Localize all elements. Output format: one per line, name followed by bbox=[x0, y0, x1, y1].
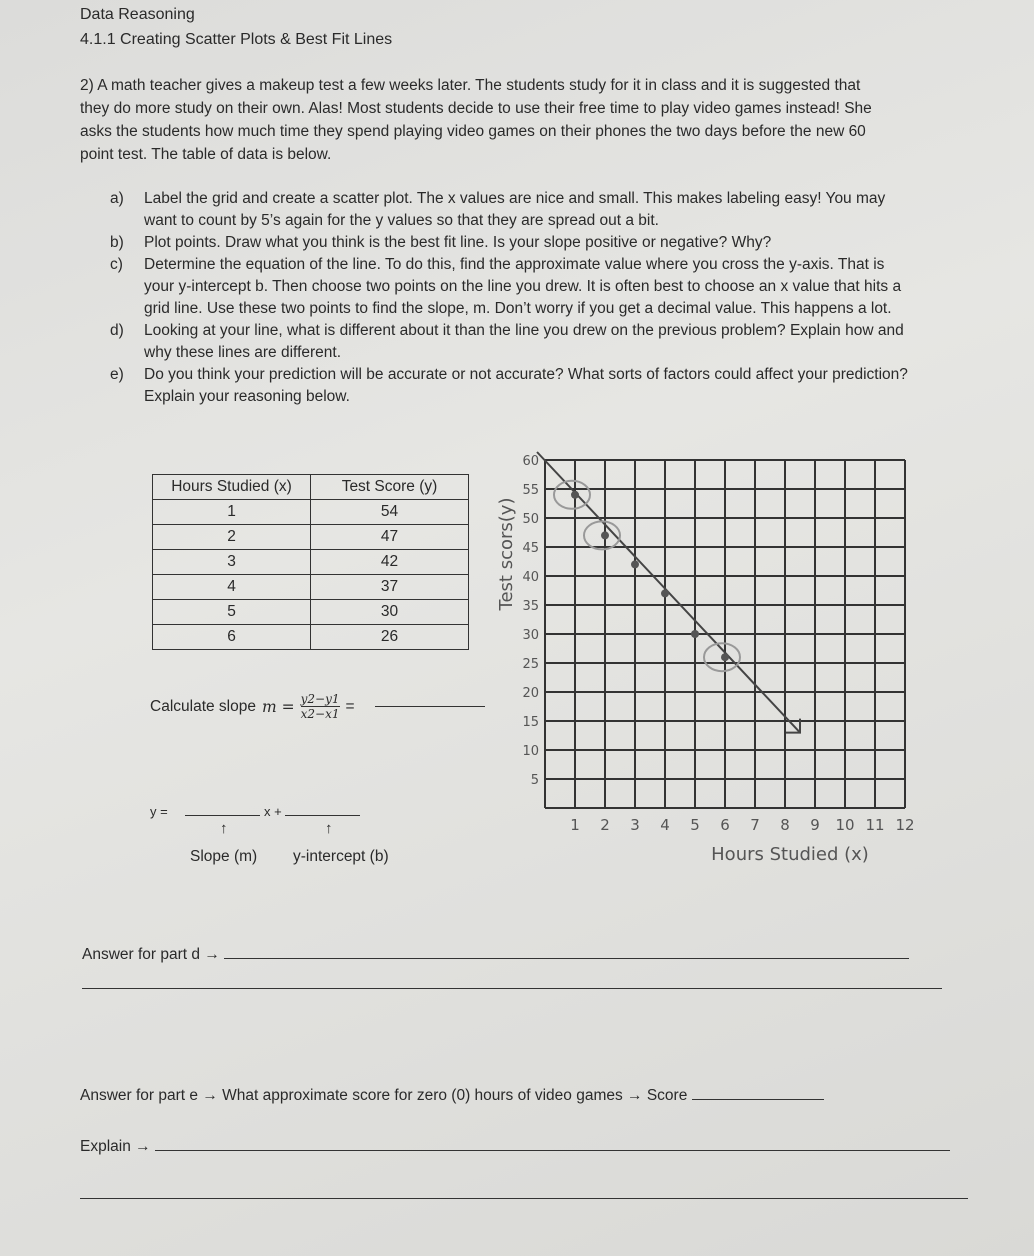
x-tick-label: 11 bbox=[865, 816, 885, 834]
slope-blank[interactable] bbox=[185, 815, 260, 816]
y-axis-label: Test scors(y) bbox=[496, 497, 517, 611]
answer-e bbox=[80, 1087, 824, 1105]
explain-blank[interactable] bbox=[155, 1150, 950, 1151]
table-row bbox=[153, 525, 469, 550]
x-tick-label: 6 bbox=[720, 816, 730, 834]
question-text: Label the grid and create a scatter plot. The x values are nice and small. This makes labeling easy! You may want to count by 5’s again for the y values so that they are spread out a bit. bbox=[144, 190, 886, 229]
slope-label: Calculate slope bbox=[150, 697, 256, 715]
equation-line bbox=[150, 804, 360, 819]
y-tick-label: 60 bbox=[522, 454, 539, 469]
question-text: Looking at your line, what is different about it than the line you drew on the previous problem? Explain how and why these lines are different. bbox=[144, 322, 904, 361]
data-point bbox=[691, 630, 699, 638]
slope-formula bbox=[150, 692, 485, 721]
question-label: a) bbox=[110, 190, 124, 207]
hours-cell: 6 bbox=[153, 625, 311, 650]
intercept-blank[interactable] bbox=[285, 815, 360, 816]
y-tick-label: 15 bbox=[522, 715, 539, 730]
table-row bbox=[153, 550, 469, 575]
answer-d-blank-2[interactable] bbox=[82, 988, 942, 989]
y-tick-label: 30 bbox=[522, 628, 539, 643]
x-tick-label: 3 bbox=[630, 816, 640, 834]
slope-m: m = bbox=[261, 697, 295, 716]
question-text: Plot points. Draw what you think is the best fit line. Is your slope positive or negative? Why? bbox=[144, 234, 772, 251]
slope-numerator: y2−y1 bbox=[300, 692, 340, 706]
data-point bbox=[601, 531, 609, 539]
slope-answer-blank[interactable] bbox=[375, 706, 485, 707]
explain bbox=[80, 1138, 950, 1156]
y-tick-label: 5 bbox=[530, 773, 539, 788]
answer-e-label: Answer for part e → What approximate score for zero (0) hours of video games → Score bbox=[80, 1087, 688, 1104]
x-tick-label: 12 bbox=[895, 816, 915, 834]
hours-cell: 4 bbox=[153, 575, 311, 600]
hours-cell: 2 bbox=[153, 525, 311, 550]
problem-text: 2) A math teacher gives a makeup test a few weeks later. The students study for it in class and it is suggested that they do more study on their own. Alas! Most students decide to use their free time to play video games instead! She asks the students how much time they spend playing video games on their phones the two days before the new 60 point test. The table of data is below. bbox=[80, 77, 872, 163]
y-tick-label: 35 bbox=[522, 599, 539, 614]
table-row bbox=[153, 575, 469, 600]
table-row bbox=[153, 600, 469, 625]
x-tick-label: 5 bbox=[690, 816, 700, 834]
y-equals: y = bbox=[150, 804, 168, 819]
y-tick-label: 40 bbox=[522, 570, 539, 585]
question-list bbox=[110, 188, 910, 408]
data-point bbox=[571, 491, 579, 499]
y-tick-label: 20 bbox=[522, 686, 539, 701]
intercept-caption: y-intercept (b) bbox=[293, 848, 389, 865]
answer-d bbox=[82, 946, 909, 964]
x-tick-label: 9 bbox=[810, 816, 820, 834]
table-row bbox=[153, 500, 469, 525]
x-tick-label: 7 bbox=[750, 816, 760, 834]
score-cell: 47 bbox=[311, 525, 469, 550]
slope-caption: Slope (m) bbox=[190, 848, 258, 865]
question-item bbox=[110, 364, 910, 408]
y-tick-label: 10 bbox=[522, 744, 539, 759]
x-tick-label: 10 bbox=[835, 816, 855, 834]
answer-d-label: Answer for part d → bbox=[82, 946, 220, 963]
question-item bbox=[110, 232, 910, 254]
answer-d-blank[interactable] bbox=[224, 958, 909, 959]
x-tick-label: 2 bbox=[600, 816, 610, 834]
score-blank[interactable] bbox=[692, 1099, 824, 1100]
scatter-plot bbox=[490, 440, 930, 870]
score-cell: 42 bbox=[311, 550, 469, 575]
hours-cell: 5 bbox=[153, 600, 311, 625]
data-point bbox=[661, 589, 669, 597]
score-cell: 26 bbox=[311, 625, 469, 650]
hours-cell: 1 bbox=[153, 500, 311, 525]
x-tick-label: 8 bbox=[780, 816, 790, 834]
y-tick-label: 45 bbox=[522, 541, 539, 556]
score-cell: 54 bbox=[311, 500, 469, 525]
x-tick-label: 1 bbox=[570, 816, 580, 834]
explain-label: Explain → bbox=[80, 1138, 151, 1155]
y-tick-label: 50 bbox=[522, 512, 539, 527]
y-tick-label: 55 bbox=[522, 483, 539, 498]
score-cell: 37 bbox=[311, 575, 469, 600]
x-plus: x + bbox=[263, 804, 282, 819]
score-cell: 30 bbox=[311, 600, 469, 625]
section-title: 4.1.1 Creating Scatter Plots & Best Fit Lines bbox=[80, 31, 393, 48]
question-label: d) bbox=[110, 322, 124, 339]
table-row bbox=[153, 625, 469, 650]
slope-denominator: x2−x1 bbox=[300, 707, 340, 721]
question-item bbox=[110, 320, 910, 364]
intercept-arrow: ↑ bbox=[325, 820, 333, 837]
column-header: Test Score (y) bbox=[311, 475, 469, 500]
question-text: Do you think your prediction will be accurate or not accurate? What sorts of factors could affect your prediction? Explain your reasoning below. bbox=[144, 366, 908, 405]
data-point bbox=[721, 653, 729, 661]
x-axis-label: Hours Studied (x) bbox=[711, 844, 869, 865]
hours-cell: 3 bbox=[153, 550, 311, 575]
question-label: b) bbox=[110, 234, 124, 251]
question-label: e) bbox=[110, 366, 124, 383]
explain-blank-2[interactable] bbox=[80, 1198, 968, 1199]
data-table bbox=[152, 474, 469, 650]
y-tick-label: 25 bbox=[522, 657, 539, 672]
equals-sign: = bbox=[345, 697, 355, 715]
question-item bbox=[110, 254, 910, 320]
column-header: Hours Studied (x) bbox=[153, 475, 311, 500]
data-point bbox=[631, 560, 639, 568]
x-tick-label: 4 bbox=[660, 816, 670, 834]
question-label: c) bbox=[110, 256, 123, 273]
course-title: Data Reasoning bbox=[80, 6, 195, 23]
question-text: Determine the equation of the line. To do this, find the approximate value where you cross the y-axis. That is your y-intercept b. Then choose two points on the line you drew. It is often best to choose an x value that hits a grid line. Use these two points to find the slope, m. Don’t worry if you get a decimal value. This happens a lot. bbox=[144, 256, 902, 317]
question-item bbox=[110, 188, 910, 232]
slope-arrow: ↑ bbox=[220, 820, 228, 837]
